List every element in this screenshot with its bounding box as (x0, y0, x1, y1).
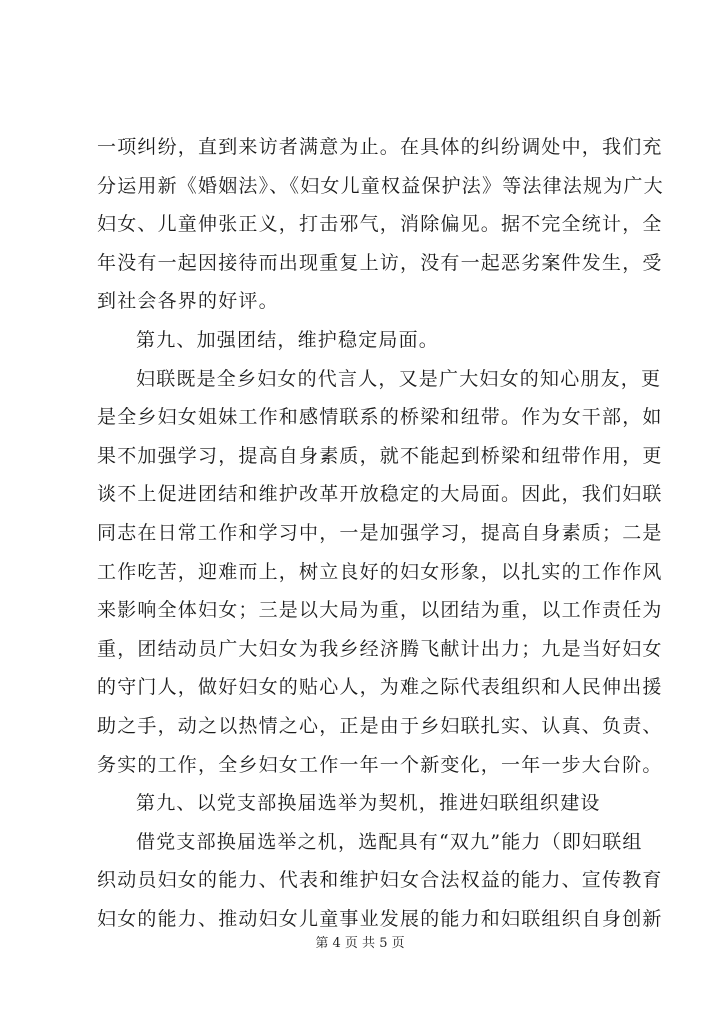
text-line: 借党支部换届选举之机，选配具有“双九”能力（即妇联组 (136, 830, 643, 853)
text-line: 果不加强学习，提高自身素质，就不能起到桥梁和纽带作用，更 (97, 444, 663, 467)
section-heading: 第九、以党支部换届选举为契机，推进妇联组织建设 (136, 792, 601, 815)
text-line: 到社会各界的好评。 (97, 290, 279, 313)
section-heading: 第九、加强团结，维护稳定局面。 (136, 328, 440, 351)
text-line: 的守门人，做好妇女的贴心人，为难之际代表组织和人民伸出援 (97, 676, 663, 699)
text-line: 来影响全体妇女；三是以大局为重，以团结为重，以工作责任为 (97, 599, 663, 622)
text-line: 妇联既是全乡妇女的代言人，又是广大妇女的知心朋友，更 (136, 367, 662, 390)
text-line: 务实的工作，全乡妇女工作一年一个新变化，一年一步大台阶。 (97, 753, 663, 776)
page-number-footer: 第 4 页 共 5 页 (315, 936, 405, 951)
text-line: 织动员妇女的能力、代表和维护妇女合法权益的能力、宣传教育 (97, 869, 663, 892)
text-line: 重，团结动员广大妇女为我乡经济腾飞献计出力；九是当好妇女 (97, 637, 663, 660)
text-line: 妇女、儿童伸张正义，打击邪气，消除偏见。据不完全统计，全 (97, 213, 663, 236)
text-line: 一项纠纷，直到来访者满意为止。在具体的纠纷调处中，我们充 (97, 136, 663, 158)
text-line: 谈不上促进团结和维护改革开放稳定的大局面。因此，我们妇联 (97, 483, 663, 506)
document-body (97, 128, 664, 938)
text-line: 妇女的能力、推动妇女儿童事业发展的能力和妇联组织自身创新 (97, 907, 663, 930)
text-line: 年没有一起因接待而出现重复上访，没有一起恶劣案件发生，受 (97, 251, 663, 274)
text-line: 助之手，动之以热情之心，正是由于乡妇联扎实、认真、负责、 (97, 714, 663, 737)
text-line: 工作吃苦，迎难而上，树立良好的妇女形象，以扎实的工作作风 (97, 560, 663, 583)
text-line: 同志在日常工作和学习中，一是加强学习，提高自身素质；二是 (97, 521, 663, 544)
text-line: 分运用新《婚姻法》、《妇女儿童权益保护法》等法律法规为广大 (97, 174, 664, 197)
text-line: 是全乡妇女姐妹工作和感情联系的桥梁和纽带。作为女干部，如 (97, 406, 663, 429)
